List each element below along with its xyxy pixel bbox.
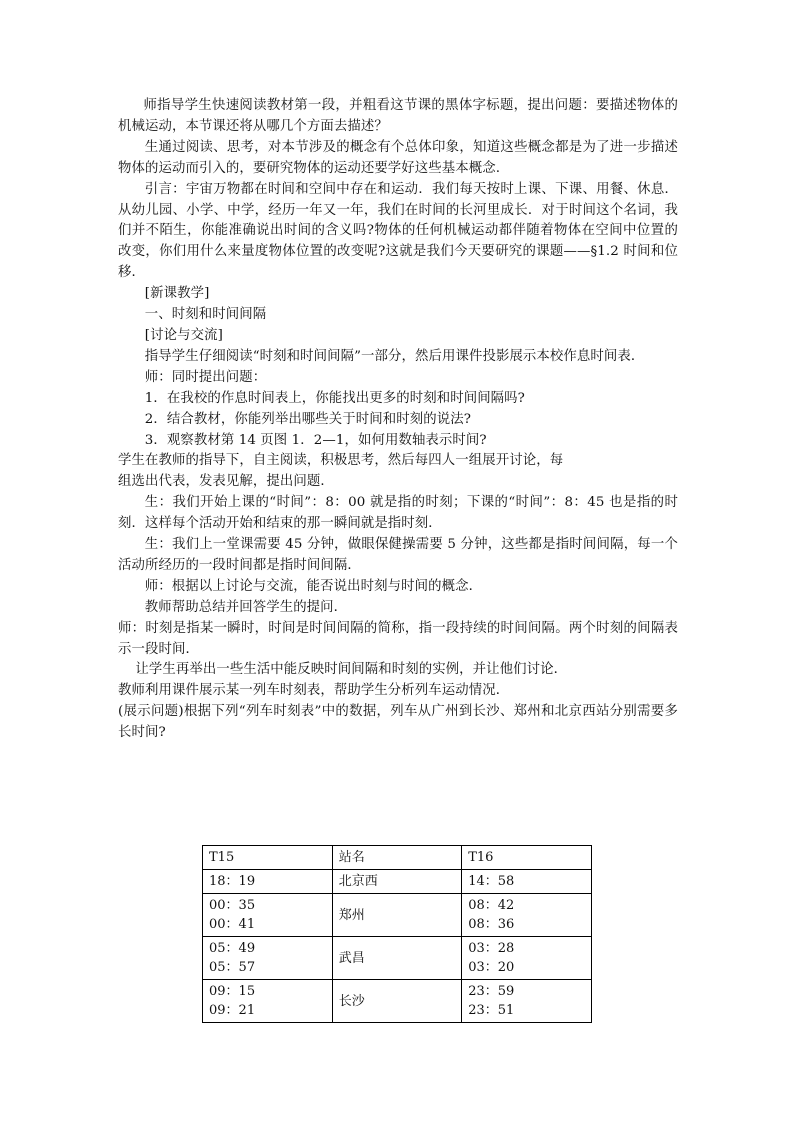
table-row xyxy=(203,870,592,894)
paragraph: 指导学生仔细阅读“时刻和时间间隔”一部分，然后用课件投影展示本校作息时间表． xyxy=(144,348,645,364)
column-header: T15 xyxy=(203,846,333,870)
table-row xyxy=(203,937,592,980)
departure-time: 00：41 xyxy=(209,917,256,932)
t16-time: 14：58 xyxy=(462,870,592,894)
station-name: 北京西 xyxy=(332,870,462,894)
departure-time: 08：36 xyxy=(468,917,515,932)
paragraph: 教师利用课件展示某一列车时刻表，帮助学生分析列车运动情况． xyxy=(118,683,510,699)
station-name: 长沙 xyxy=(332,980,462,1023)
question-item: 3．观察教材第 14 页图 1．2—1，如何用数轴表示时间? xyxy=(144,432,487,448)
section-tag-new-lesson: [新课教学] xyxy=(144,286,210,302)
t16-times xyxy=(462,937,592,980)
train-timetable xyxy=(202,845,592,1023)
paragraph: 师指导学生快速阅读教材第一段，并粗看这节课的黑体字标题，提出问题：要描述物体的机械运动，本节课还将从哪几个方面去描述？ xyxy=(118,98,678,134)
arrival-time: 08：42 xyxy=(468,898,515,913)
column-header: T16 xyxy=(462,846,592,870)
question-item: 1．在我校的作息时间表上，你能找出更多的时刻和时间间隔吗? xyxy=(144,390,525,406)
paragraph: 师：时刻是指某一瞬时，时间是时间间隔的简称，指一段持续的时间间隔。两个时刻的间隔表示一段时间． xyxy=(118,620,678,657)
section-heading: 一、时刻和时间间隔 xyxy=(144,307,267,323)
paragraph: 生：我们上一堂课需要 45 分钟，做眼保健操需要 5 分钟，这些都是指时间间隔，每一个活动所经历的一段时间都是指时间间隔． xyxy=(118,537,678,573)
arrival-time: 09：15 xyxy=(209,984,256,999)
station-name: 郑州 xyxy=(332,894,462,937)
paragraph: 师：同时提出问题： xyxy=(144,369,267,385)
departure-time: 05：57 xyxy=(209,960,256,975)
column-header: 站名 xyxy=(332,846,462,870)
table-header-row xyxy=(203,846,592,870)
table-row xyxy=(203,980,592,1023)
paragraph: 引言：宇宙万物都在时间和空间中存在和运动．我们每天按时上课、下课、用餐、休息．从幼儿园、小学、中学，经历一年又一年，我们在时间的长河里成长．对于时间这个名词，我们并不陌生，你能准确说出时间的含义吗?物体的任何机械运动都伴随着物体在空间中位置的改变，你们用什么来量度物体位置的改变呢?这就是我们今天要研究的课题——§1.2 时间和位移． xyxy=(118,181,678,281)
table-row xyxy=(203,894,592,937)
paragraph: 学生在教师的指导下，自主阅读，积极思考，然后每四人一组展开讨论，每 xyxy=(118,453,564,469)
departure-time: 23：51 xyxy=(468,1003,515,1018)
paragraph: 教师帮助总结并回答学生的提问． xyxy=(144,599,348,615)
t15-times xyxy=(203,980,333,1023)
question-item: 2．结合教材，你能列举出哪些关于时间和时刻的说法? xyxy=(144,411,471,427)
arrival-time: 05：49 xyxy=(209,941,256,956)
lesson-text xyxy=(118,96,678,744)
t16-times xyxy=(462,894,592,937)
paragraph: 让学生再举出一些生活中能反映时间间隔和时刻的实例，并让他们讨论． xyxy=(135,662,568,678)
departure-time: 09：21 xyxy=(209,1003,256,1018)
t15-times xyxy=(203,937,333,980)
paragraph: 生通过阅读、思考，对本节涉及的概念有个总体印象，知道这些概念都是为了进一步描述物体的运动而引入的，要研究物体的运动还要学好这些基本概念. xyxy=(118,139,678,176)
section-tag-discussion: [讨论与交流] xyxy=(144,327,223,343)
t15-time: 18：19 xyxy=(203,870,333,894)
station-name: 武昌 xyxy=(332,937,462,980)
paragraph: (展示问题)根据下列“列车时刻表”中的数据，列车从广州到长沙、郑州和北京西站分别需要多长时间? xyxy=(118,704,678,741)
paragraph: 师：根据以上讨论与交流，能否说出时刻与时间的概念． xyxy=(144,578,483,594)
arrival-time: 03：28 xyxy=(468,941,515,956)
arrival-time: 23：59 xyxy=(468,984,515,999)
arrival-time: 00：35 xyxy=(209,898,256,913)
t16-times xyxy=(462,980,592,1023)
paragraph: 生：我们开始上课的“时间”：8：00 就是指的时刻；下课的“时间”：8：45 也是指的时刻．这样每个活动开始和结束的那一瞬间就是指时刻． xyxy=(118,495,678,532)
paragraph: 组选出代表，发表见解，提出问题． xyxy=(118,474,334,490)
t15-times xyxy=(203,894,333,937)
departure-time: 03：20 xyxy=(468,960,515,975)
